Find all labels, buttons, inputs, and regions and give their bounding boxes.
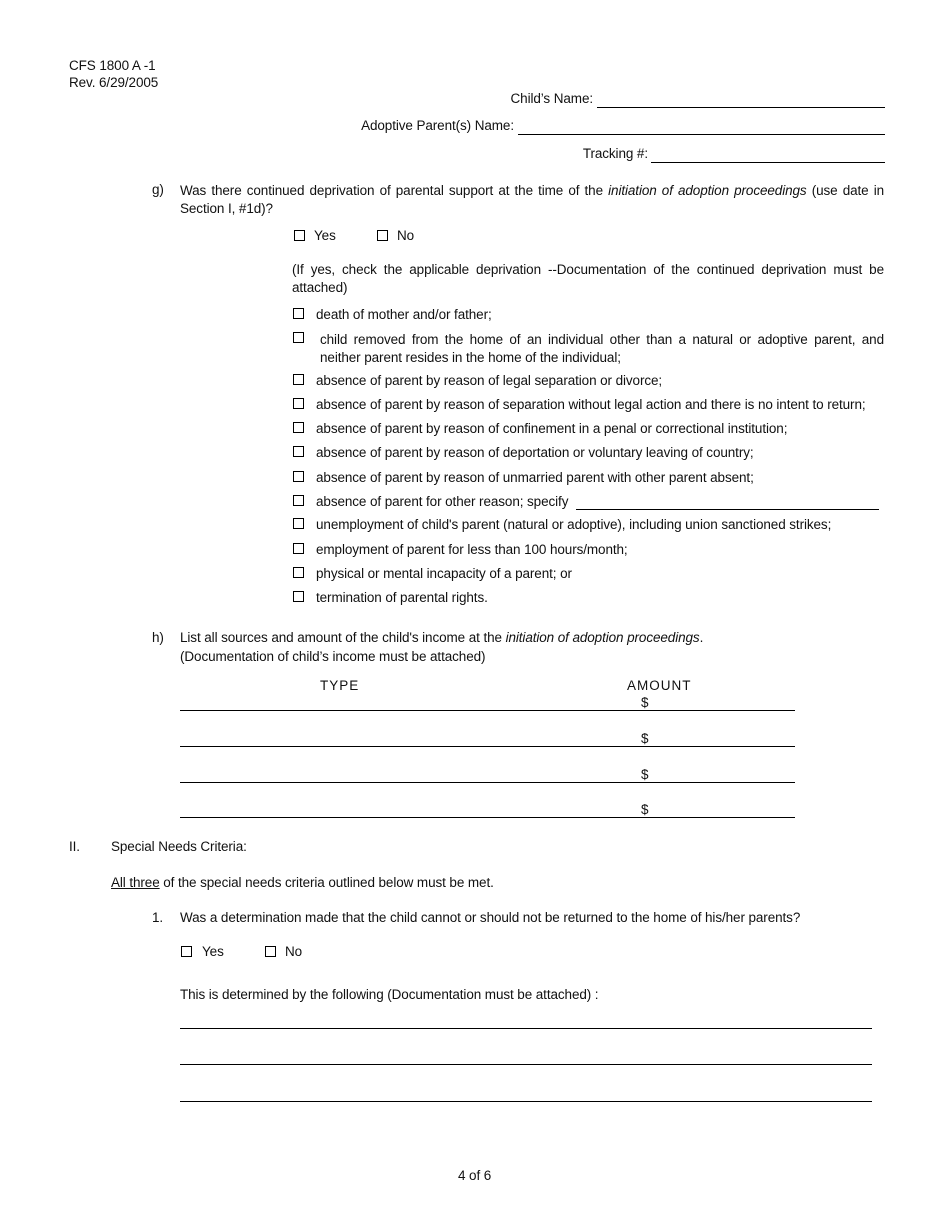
- section-g-no-label: No: [397, 228, 415, 243]
- income-row-3-currency: $: [641, 767, 649, 782]
- option-employment-hours-label: employment of parent for less than 100 hours/month;: [316, 542, 628, 557]
- form-revision: Rev. 6/29/2005: [69, 75, 159, 90]
- determined-by-label: This is determined by the following (Documentation must be attached) :: [180, 987, 599, 1002]
- question-1-no-checkbox[interactable]: [265, 946, 276, 957]
- question-1-no-label: No: [285, 944, 303, 959]
- section-g-yes-label: Yes: [314, 228, 336, 243]
- income-row-1-currency: $: [641, 695, 649, 710]
- tracking-field[interactable]: [651, 162, 885, 163]
- adoptive-parents-field[interactable]: [518, 134, 885, 135]
- option-other-reason-checkbox[interactable]: [293, 495, 304, 506]
- childs-name-field[interactable]: [597, 107, 885, 108]
- determination-line-3[interactable]: [180, 1101, 872, 1102]
- income-amount-header: AMOUNT: [627, 678, 692, 693]
- section-g-instruction: (If yes, check the applicable deprivation --Documentation of the continued deprivation must be attached): [292, 262, 884, 295]
- question-1-yes-label: Yes: [202, 944, 224, 959]
- income-row-2-currency: $: [641, 731, 649, 746]
- determination-line-1[interactable]: [180, 1028, 872, 1029]
- option-legal-separation-checkbox[interactable]: [293, 374, 304, 385]
- option-termination-label: termination of parental rights.: [316, 590, 488, 605]
- option-incapacity-label: physical or mental incapacity of a parent; or: [316, 566, 572, 581]
- option-unemployment-label: unemployment of child's parent (natural or adoptive), including union sanctioned strikes;: [316, 517, 832, 532]
- option-termination-checkbox[interactable]: [293, 591, 304, 602]
- section-h-letter: h): [152, 630, 164, 645]
- question-1-number: 1.: [152, 910, 164, 925]
- section-h-question: List all sources and amount of the child's income at the initiation of adoption proceedings.: [180, 630, 704, 645]
- section-g-question: Was there continued deprivation of parental support at the time of the initiation of adoption proceedings (use date in Section I, #1d)?: [180, 183, 885, 216]
- option-separation-no-action-checkbox[interactable]: [293, 398, 304, 409]
- other-reason-specify-field[interactable]: [576, 509, 879, 510]
- income-row-1-line[interactable]: [180, 710, 795, 711]
- income-type-header: TYPE: [320, 678, 360, 693]
- question-1-yes-checkbox[interactable]: [181, 946, 192, 957]
- tracking-label: Tracking #:: [582, 146, 648, 161]
- option-legal-separation-label: absence of parent by reason of legal separation or divorce;: [316, 373, 663, 388]
- option-separation-no-action-label: absence of parent by reason of separation without legal action and there is no intent to return;: [316, 397, 866, 412]
- section-g-yes-checkbox[interactable]: [294, 230, 305, 241]
- section-g-no-checkbox[interactable]: [377, 230, 388, 241]
- option-employment-hours-checkbox[interactable]: [293, 543, 304, 554]
- childs-name-label: Child’s Name:: [510, 91, 593, 106]
- option-death-label: death of mother and/or father;: [316, 307, 492, 322]
- income-row-4-line[interactable]: [180, 817, 795, 818]
- page-number: 4 of 6: [458, 1168, 492, 1183]
- option-unmarried-label: absence of parent by reason of unmarried parent with other parent absent;: [316, 470, 754, 485]
- income-row-4-currency: $: [641, 802, 649, 817]
- option-other-reason-label: absence of parent for other reason; specify: [316, 494, 569, 509]
- form-number: CFS 1800 A -1: [69, 58, 156, 73]
- income-row-3-line[interactable]: [180, 782, 795, 783]
- option-incapacity-checkbox[interactable]: [293, 567, 304, 578]
- section-h-note: (Documentation of child’s income must be attached): [180, 649, 486, 664]
- option-child-removed-checkbox[interactable]: [293, 332, 304, 343]
- option-deportation-checkbox[interactable]: [293, 446, 304, 457]
- option-death-checkbox[interactable]: [293, 308, 304, 319]
- section-ii-intro: All three of the special needs criteria outlined below must be met.: [111, 875, 494, 890]
- option-deportation-label: absence of parent by reason of deportation or voluntary leaving of country;: [316, 445, 754, 460]
- option-child-removed-label: child removed from the home of an individual other than a natural or adoptive parent, and neither parent resides in the home of the individual;: [320, 332, 884, 365]
- option-unmarried-checkbox[interactable]: [293, 471, 304, 482]
- option-confinement-checkbox[interactable]: [293, 422, 304, 433]
- determination-line-2[interactable]: [180, 1064, 872, 1065]
- section-ii-numeral: II.: [69, 839, 80, 854]
- section-g-letter: g): [152, 182, 164, 197]
- option-unemployment-checkbox[interactable]: [293, 518, 304, 529]
- question-1-text: Was a determination made that the child cannot or should not be returned to the home of his/her parents?: [180, 910, 801, 925]
- section-ii-title: Special Needs Criteria:: [111, 839, 247, 854]
- option-confinement-label: absence of parent by reason of confinement in a penal or correctional institution;: [316, 421, 788, 436]
- adoptive-parents-label: Adoptive Parent(s) Name:: [361, 118, 514, 133]
- income-row-2-line[interactable]: [180, 746, 795, 747]
